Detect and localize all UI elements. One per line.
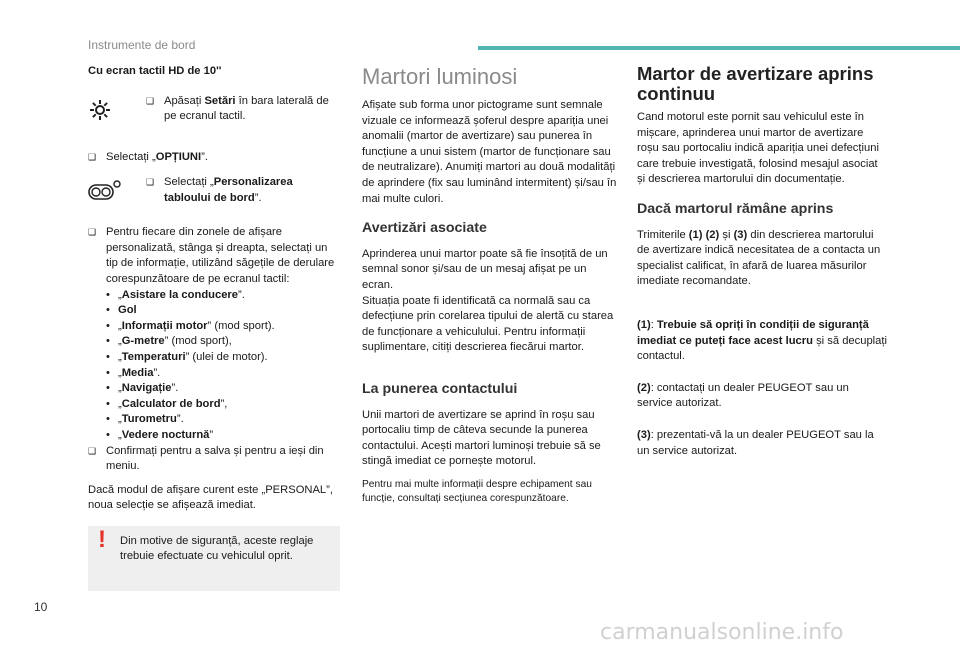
reference-1: (1): Trebuie să opriți în condiții de siguranță imediat ce puteți face acest lucru și să decuplați contactul. [637,318,887,363]
display-mode-note: Dacă modul de afișare curent este „PERSONAL”, noua selecție se afișează imediat. [88,483,333,512]
associated-warnings-heading: Avertizări asociate [362,220,487,237]
associated-text-1: Aprinderea unui martor poate să fie însoțită de un semnal sonor și/sau de un mesaj afișat pe un ecran. [362,247,608,291]
option-item: • Gol [106,303,340,319]
associated-text-2: Situația poate fi identificată ca normală sau ca defecțiune prin corelarea tipului de alertă cu starea de funcționare a vehiculului. Pentru informații suplimentare, citiți descrierea fiecărui martor. [362,294,614,354]
step-dashboard-text: ❑ Selectați „Personalizarea tabloului de bord”. [146,176,293,204]
dashboard-settings-icon [88,179,122,207]
option-item: • „Navigație”. [106,381,340,397]
safety-warning [88,526,340,591]
indicator-intro: Afișate sub forma unor pictograme sunt semnale vizuale ce informează șoferul despre apariția unei anomalii (martor de avertizare) sau punerea în funcțiune a unui sistem (martor de funcționare sau de neutralizare). Anumiți martori au două modalități de aprindere (fix sau luminând intermitent) și/sau în mai multe culori. [362,99,617,205]
step-options: ❑ Selectați „OPȚIUNI”. [88,150,208,163]
warning-text: Din motive de siguranță, aceste reglaje trebuie efectuate cu vehiculul oprit. [120,534,314,563]
warning-lit-intro: Cand motorul este pornit sau vehiculul este în mișcare, aprinderea unui martor de avertizare roșu sau portocaliu indică apariția unei defecțiuni care trebuie investigată, folosind mesajul asociat și descrierea martorului din documentație. [637,111,879,186]
column-warning-lit [637,64,887,459]
warning-lit-title: Martor de avertizare aprins continuu [637,63,874,104]
option-item: • „Asistare la conducere”. [106,288,340,304]
page-number: 10 [34,600,48,614]
option-item: • „Media”. [106,366,340,382]
options-list [88,288,340,444]
stays-on-heading: Dacă martorul rămâne aprins [637,200,834,217]
step-zones: ❑ Pentru fiecare din zonele de afișare personalizată, stânga și dreapta, selectați un tip de informație, utilizând săgețile de derulare corespunzătoare de pe ecranul tactil: [88,226,335,285]
warning-icon: ! [98,525,106,553]
option-item: • „Turometru”. [106,412,340,428]
option-item: • „Temperaturi” (ulei de motor). [106,350,340,366]
reference-3: (3): prezentati-vă la un dealer PEUGEOT sau la un service autorizat. [637,428,874,457]
watermark: carmanualsonline.info [600,620,844,645]
header-accent-bar [478,46,960,50]
reference-2: (2): contactați un dealer PEUGEOT sau un service autorizat. [637,381,849,410]
touchscreen-heading: Cu ecran tactil HD de 10'' [88,65,222,77]
ignition-text: Unii martori de avertizare se aprind în roșu sau portocaliu timp de câteva secunde la punerea contactului. Acești martori luminoși trebuie să se stingă imediat ce pornește motorul. [362,408,601,468]
step-dashboard [88,175,340,221]
option-item: • „Informații motor” (mod sport). [106,319,340,335]
gear-icon [88,98,112,128]
ignition-heading: La punerea contactului [362,380,518,397]
column-settings [88,64,340,591]
option-item: • „G-metre” (mod sport), [106,334,340,350]
option-item: • „Calculator de bord”, [106,397,340,413]
step-confirm: ❑ Confirmați pentru a salva și pentru a ieși din meniu. [88,444,324,473]
indicator-lights-title: Martori luminosi [362,64,518,89]
step-settings [88,94,340,142]
column-indicator-lights [362,64,617,507]
step-settings-text: ❑ Apăsați Setări în bara laterală de pe ecranul tactil. [146,94,329,123]
option-item: • „Vedere nocturnă” [106,428,340,444]
more-info-text: Pentru mai multe informații despre echipament sau funcție, consultați secțiunea corespunzătoare. [362,478,592,505]
references-text: Trimiterile (1) (2) și (3) din descrierea martorului de avertizare indică necesitatea de a contacta un specialist calificat, în afară de luarea măsurilor imediate recomandate. [637,228,881,288]
section-title: Instrumente de bord [88,38,196,52]
